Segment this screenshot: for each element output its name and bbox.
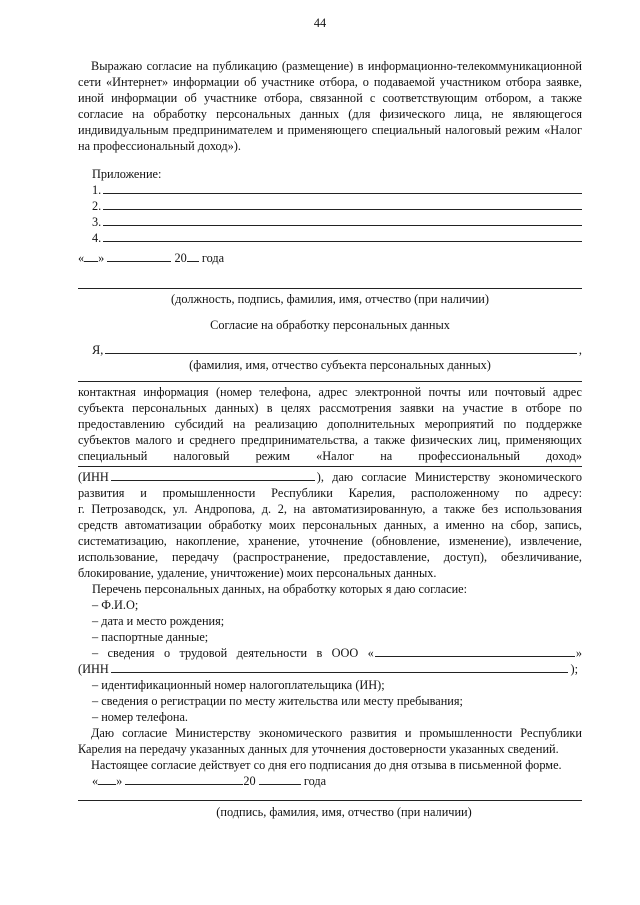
month-blank <box>107 250 171 262</box>
quote-open: « <box>92 774 99 788</box>
day-blank <box>84 250 98 262</box>
attachment-number: 4. <box>92 231 102 245</box>
transfer-consent-paragraph: Даю согласие Министерству экономического развития и промышленности Республики Карелия на передачу указанных данных для уточнения достоверности указанных сведений. <box>78 726 582 756</box>
inn-line: развития и промышленности Республики Карелия, расположенному по адресу: <box>78 486 582 500</box>
subject-line <box>92 342 582 358</box>
year-suffix: года <box>201 251 225 265</box>
attachment-number: 3. <box>92 215 102 229</box>
inn-line: использование, передачу (распространение, предоставление, доступ), обезличивание, <box>78 550 582 564</box>
consent-publication-paragraph: Выражаю согласие на публикацию (размещение) в информационно-телекоммуникационной сети «Интернет» информации об участнике отбора, о подаваемой участником отбора заявке, иной информации об участнике отбора, связанной с соответствующим отбором, а также согласие на обработку персональных данных (для физического лица, не являющегося индивидуальным предпринимателем и применяющего специальный налоговый режим «Налог на профессиональный доход»). <box>78 59 582 153</box>
quote-close: » <box>98 251 105 265</box>
inn-blank <box>111 469 315 481</box>
day-blank <box>98 773 116 785</box>
year-blank <box>259 773 301 785</box>
inn-first-line <box>78 469 582 485</box>
signature-caption: (должность, подпись, фамилия, имя, отчество (при наличии) <box>171 292 489 306</box>
attachment-line <box>92 214 584 230</box>
attachments-block <box>92 166 584 246</box>
validity-paragraph: Настоящее согласие действует со дня его подписания до дня отзыва в письменной форме. <box>91 758 562 772</box>
page-number: 44 <box>313 16 327 30</box>
year-prefix: 20 <box>174 251 187 265</box>
attachment-number: 1. <box>92 183 102 197</box>
list-item: – дата и место рождения; <box>92 614 225 628</box>
year-blank <box>187 250 199 262</box>
consent-title: Согласие на обработку персональных данных <box>210 318 450 332</box>
labor-inn-suffix: ); <box>570 662 578 676</box>
subject-suffix: , <box>578 343 582 357</box>
signature-caption: (подпись, фамилия, имя, отчество (при наличии) <box>216 805 472 819</box>
month-blank <box>125 773 243 785</box>
labor-inn-line <box>78 661 578 677</box>
year-suffix: года <box>303 774 327 788</box>
inn-rest: ), даю согласие Министерству экономического <box>316 470 582 484</box>
signature-rule <box>78 800 582 801</box>
inn-line: г. Петрозаводск, ул. Андропова, д. 2, на автоматизированную, а также без использования <box>78 502 582 516</box>
signature-rule <box>78 288 582 289</box>
list-item: – номер телефона. <box>92 710 188 724</box>
quote-close: » <box>116 774 123 788</box>
blank-rule <box>78 466 582 467</box>
subject-prefix: Я, <box>92 343 104 357</box>
labor-line <box>92 645 582 661</box>
year-prefix: 20 <box>243 774 256 788</box>
attachment-blank <box>103 182 582 194</box>
personal-data-list <box>92 581 582 645</box>
subject-caption: (фамилия, имя, отчество субъекта персональных данных) <box>189 358 491 372</box>
attachment-blank <box>103 198 582 210</box>
attachment-blank <box>103 230 582 242</box>
quote-open: « <box>78 251 85 265</box>
inn-label: (ИНН <box>78 470 109 484</box>
inn-line: систематизацию, накопление, хранение, уточнение (обновление, изменение), извлечение, <box>78 534 582 548</box>
list-heading: Перечень персональных данных, на обработку которых я даю согласие: <box>92 582 468 596</box>
subject-name-blank <box>105 342 577 354</box>
inn-line: средств автоматизации обработку моих персональных данных, а именно на сбор, запись, <box>78 518 582 532</box>
attachment-number: 2. <box>92 199 102 213</box>
list-item: – паспортные данные; <box>92 630 209 644</box>
date-line <box>92 773 326 789</box>
inn-consent-block <box>78 469 582 581</box>
attachment-line <box>92 198 584 214</box>
list-item: – идентификационный номер налогоплательщика (ИН); <box>92 678 385 692</box>
attachment-line <box>92 230 584 246</box>
labor-suffix: » <box>575 646 582 660</box>
labor-inn-label: (ИНН <box>78 662 109 676</box>
contact-paragraph: контактная информация (номер телефона, адрес электронной почты или почтовый адрес субъекта персональных данных) в целях рассмотрения заявки на участие в отборе по предоставлению субсидий на реализацию дополнительных мероприятий по поддержке субъектов малого и среднего предпринимательства, а также физических лиц, применяющих специальный налоговый режим «Налог на профессиональный доход» <box>78 385 582 463</box>
attachment-blank <box>103 214 582 226</box>
attachment-line <box>92 182 584 198</box>
personal-data-list-bottom <box>92 677 582 725</box>
inn-line: блокирование, удаление, уничтожение) моих персональных данных. <box>78 566 437 580</box>
blank-rule <box>78 381 582 382</box>
date-line <box>78 250 224 266</box>
company-name-blank <box>375 645 575 657</box>
attachments-heading: Приложение: <box>92 167 162 181</box>
list-item: – Ф.И.О; <box>92 598 139 612</box>
labor-inn-blank <box>111 661 569 673</box>
list-item: – сведения о регистрации по месту жительства или месту пребывания; <box>92 694 463 708</box>
labor-prefix: – сведения о трудовой деятельности в ООО « <box>92 646 374 660</box>
